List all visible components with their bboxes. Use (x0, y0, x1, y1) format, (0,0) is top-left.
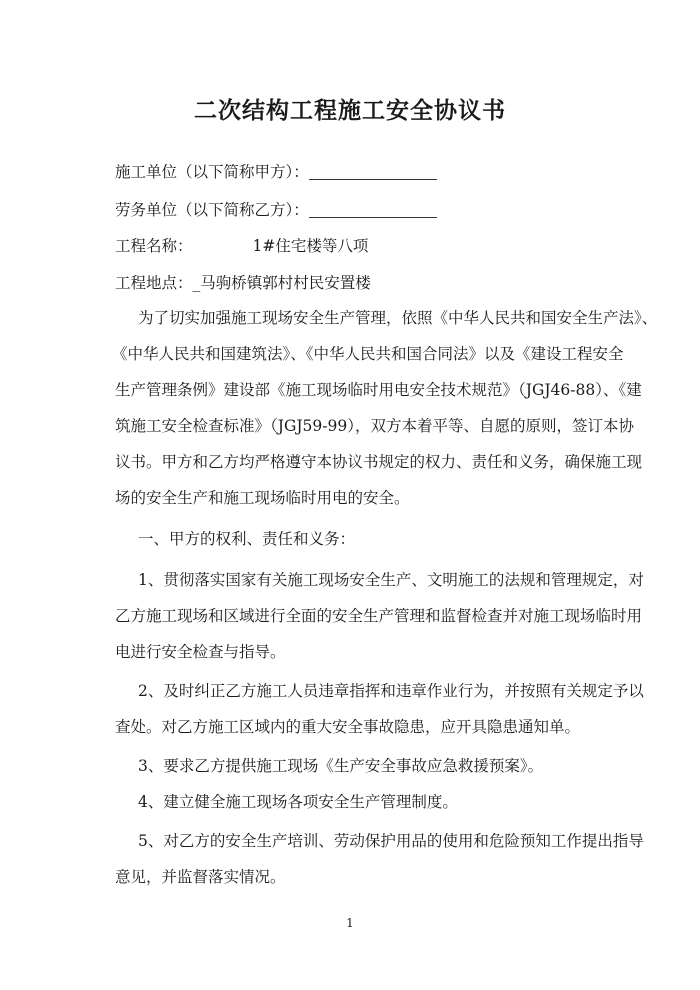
intro-line: 场的安全生产和施工现场临时用电的安全。 (115, 489, 410, 507)
page-number: 1 (346, 916, 354, 930)
document-title: 二次结构工程施工安全协议书 (194, 97, 506, 124)
intro-line: 议书。甲方和乙方均严格遵守本协议书规定的权力、责任和义务，确保施工现 (115, 453, 643, 471)
item-2-line: 2、及时纠正乙方施工人员违章指挥和违章作业行为，并按照有关规定予以 (138, 682, 644, 700)
project-location-line (115, 272, 371, 294)
party-b-blank (309, 201, 437, 218)
project-location-value: _马驹桥镇郭村村民安置楼 (192, 274, 371, 292)
section-heading: 一、甲方的权利、责任和义务： (138, 530, 356, 548)
party-a-label: 施工单位（以下简称甲方）： (115, 163, 309, 181)
intro-line: 为了切实加强施工现场安全生产管理，依照《中华人民共和国安全生产法》、 (138, 309, 658, 327)
item-3: 3、要求乙方提供施工现场《生产安全事故应急救援预案》。 (138, 757, 544, 775)
item-1-line: 电进行安全检查与指导。 (115, 643, 286, 661)
item-1-line: 乙方施工现场和区域进行全面的安全生产管理和监督检查并对施工现场临时用 (115, 607, 643, 625)
party-b-label: 劳务单位（以下简称乙方）： (115, 201, 309, 219)
project-name-line (115, 235, 368, 257)
intro-line: 筑施工安全检查标准》（JGJ59-99），双方本着平等、自愿的原则，签订本协 (115, 417, 634, 435)
party-a-line (115, 161, 437, 183)
item-2-line: 查处。对乙方施工区域内的重大安全事故隐患，应开具隐患通知单。 (115, 718, 581, 736)
project-name-label: 工程名称： (115, 237, 193, 255)
project-location-label: 工程地点： (115, 274, 193, 292)
intro-line: 《中华人民共和国建筑法》、《中华人民共和国合同法》以及《建设工程安全 (112, 345, 624, 363)
item-4: 4、建立健全施工现场各项安全生产管理制度。 (138, 793, 458, 811)
project-name-value: 1#住宅楼等八项 (252, 237, 369, 255)
party-b-line (115, 199, 437, 221)
item-1-line: 1、贯彻落实国家有关施工现场安全生产、文明施工的法规和管理规定，对 (138, 571, 644, 589)
party-a-blank (309, 163, 437, 180)
item-5-line: 意见，并监督落实情况。 (115, 868, 286, 886)
item-5-line: 5、对乙方的安全生产培训、劳动保护用品的使用和危险预知工作提出指导 (138, 832, 644, 850)
intro-line: 生产管理条例》建设部《施工现场临时用电安全技术规范》（JGJ46-88）、《建 (115, 381, 642, 399)
